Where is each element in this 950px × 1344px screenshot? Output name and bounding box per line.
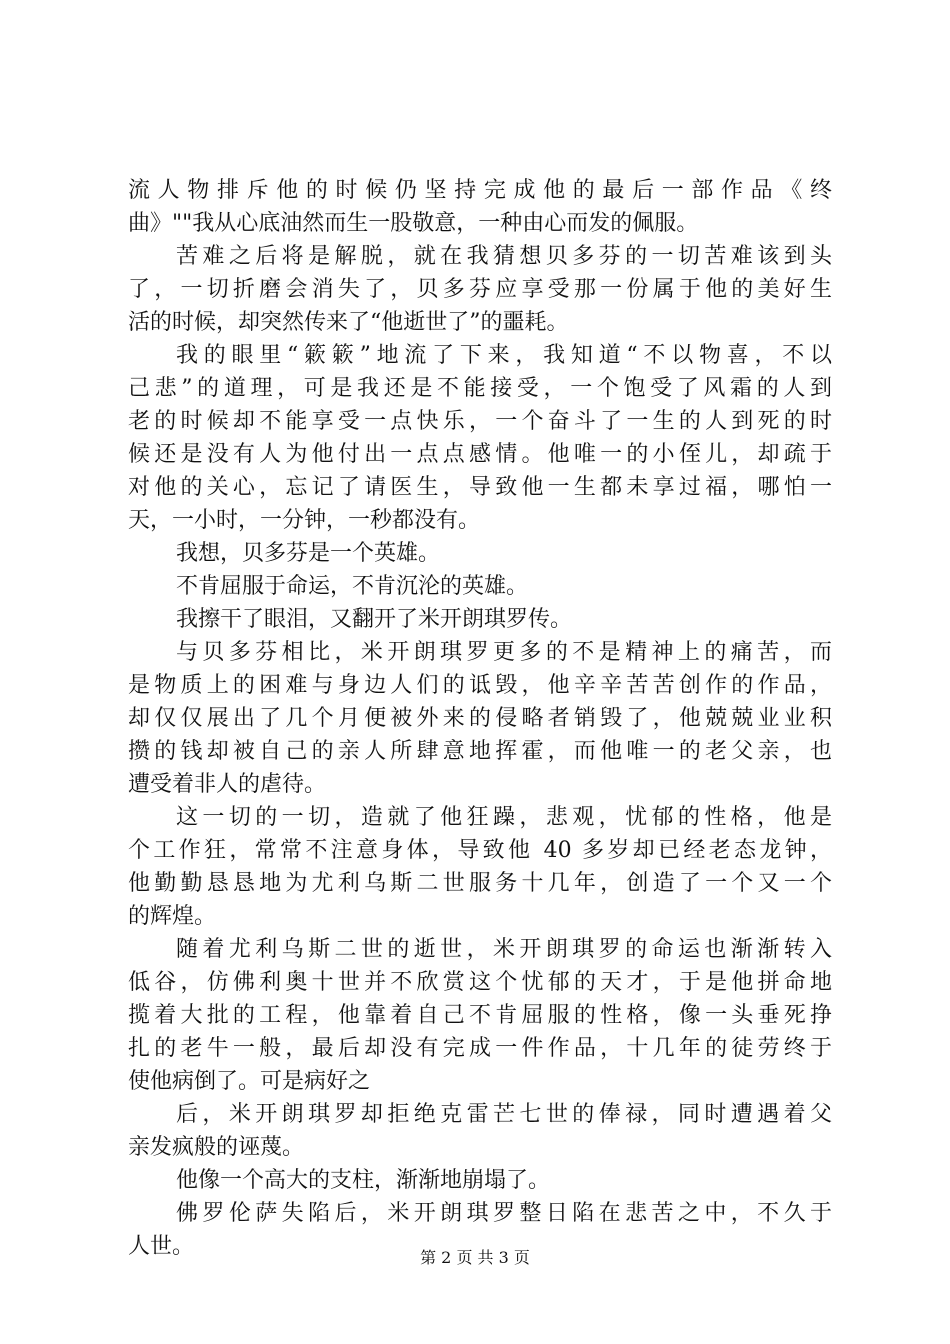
page-footer: 第 2 页 共 3 页 — [420, 1248, 530, 1267]
text-line: 揽着大批的工程，他靠着自己不肯屈服的性格，像一头垂死挣 — [128, 1003, 832, 1028]
text-line: 与贝多芬相比，米开朗琪罗更多的不是精神上的痛苦，而 — [176, 640, 832, 665]
text-line: 对他的关心，忘记了请医生，导致他一生都未享过福，哪怕一 — [128, 475, 832, 500]
text-line: 己悲”的道理，可是我还是不能接受，一个饱受了风霜的人到 — [128, 376, 832, 401]
text-line: 却仅仅展出了几个月便被外来的侵略者销毁了，他兢兢业业积 — [128, 706, 832, 731]
text-line: 这一切的一切，造就了他狂躁，悲观，忧郁的性格，他是 — [176, 805, 832, 830]
text-line: 扎的老牛一般，最后却没有完成一件作品，十几年的徒劳终于 — [128, 1036, 832, 1061]
text-line: 我的眼里“簌簌”地流了下来，我知道“不以物喜，不以 — [176, 343, 832, 368]
text-line: 低谷，仿佛利奥十世并不欣赏这个忧郁的天才，于是他拼命地 — [128, 970, 832, 995]
text-line: 活的时候，却突然传来了“他逝世了”的噩耗。 — [128, 310, 569, 335]
text-line: 他像一个高大的支柱，渐渐地崩塌了。 — [176, 1168, 551, 1193]
text-line: 不肯屈服于命运，不肯沉沦的英雄。 — [176, 574, 529, 599]
text-line: 后，米开朗琪罗却拒绝克雷芒七世的俸禄，同时遭遇着父 — [176, 1102, 832, 1127]
text-line: 天，一小时，一分钟，一秒都没有。 — [128, 508, 481, 533]
text-line: 使他病倒了。可是病好之 — [128, 1069, 371, 1094]
text-line: 我想，贝多芬是一个英雄。 — [176, 541, 441, 566]
text-line: 的辉煌。 — [128, 904, 217, 929]
text-line: 我擦干了眼泪，又翻开了米开朗琪罗传。 — [176, 607, 573, 632]
text-line: 了，一切折磨会消失了，贝多芬应享受那一份属于他的美好生 — [128, 277, 832, 302]
text-line: 人世。 — [128, 1234, 195, 1259]
text-line: 佛罗伦萨失陷后，米开朗琪罗整日陷在悲苦之中，不久于 — [176, 1201, 832, 1226]
text-line: 随着尤利乌斯二世的逝世，米开朗琪罗的命运也渐渐转入 — [176, 937, 832, 962]
text-line: 苦难之后将是解脱，就在我猜想贝多芬的一切苦难该到头 — [176, 244, 832, 269]
text-line: 流人物排斥他的时候仍坚持完成他的最后一部作品《终 — [128, 178, 832, 203]
text-line: 曲》""我从心底油然而生一股敬意，一种由心而发的佩服。 — [128, 211, 699, 236]
text-line: 他勤勤恳恳地为尤利乌斯二世服务十几年，创造了一个又一个 — [128, 871, 832, 896]
body-text — [128, 174, 832, 1263]
text-line: 攒的钱却被自己的亲人所肆意地挥霍，而他唯一的老父亲，也 — [128, 739, 832, 764]
text-line: 是物质上的困难与身边人们的诋毁，他辛辛苦苦创作的作品， — [128, 673, 832, 698]
text-line: 遭受着非人的虐待。 — [128, 772, 327, 797]
text-line: 个工作狂，常常不注意身体，导致他 40 多岁却已经老态龙钟， — [128, 838, 832, 863]
text-line: 老的时候却不能享受一点快乐，一个奋斗了一生的人到死的时 — [128, 409, 832, 434]
text-line: 候还是没有人为他付出一点点感情。他唯一的小侄儿，却疏于 — [128, 442, 832, 467]
text-line: 亲发疯般的诬蔑。 — [128, 1135, 305, 1160]
